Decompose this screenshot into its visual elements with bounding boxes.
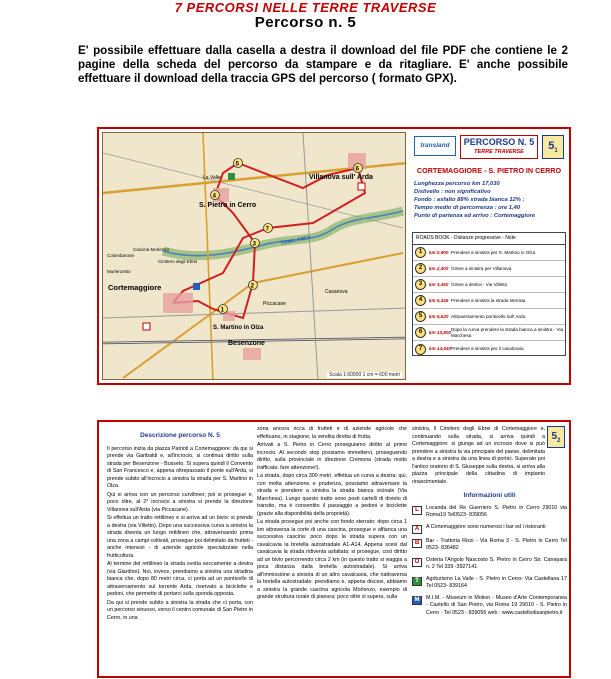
useful-info-text: Bar - Trattoria Rizzi - Via Roma 3 - S. Pietro in Cerro Tel 0523- 836482 (426, 537, 567, 551)
roadbook-row (413, 261, 565, 277)
restaurant-icon: L (412, 506, 422, 515)
description-paragraph: Al termine del rettilineo la strada svolta seccamente a destra (via Giardino). Noi, invece, prendiamo a sinistra una stradina bianca che, dopo 80 metri circa, ci porta ad un ponticello di attraversamento sul torrente Arda, riservato a biciclette e pedoni, che permette di portarci sulla sponda opposta. (107, 561, 253, 597)
roadbook-row (413, 293, 565, 309)
roadbook-note: Girare a destra - Via Villetto (451, 281, 508, 287)
map-label-morlenzetto: Morlenzetto (107, 269, 131, 274)
waypoint-marker-3 (251, 239, 260, 248)
route-box-title: PERCORSO N. 5 (463, 137, 535, 147)
page-subnumber: 2 (557, 438, 561, 444)
route-sheet-page-2[interactable] (97, 420, 571, 678)
bar-icon: B (412, 539, 422, 548)
stat-time: Tempo medio di percorrenza : ore 1,40 (414, 205, 521, 211)
description-paragraph: Il percorso inizia da piazza Patrioti a Cortemaggiore: da qui si prende via Garibaldi e, all'incrocio, si continua diritto sulla strada per Besenzone - Busseto. Si supera quindi il Convento di San Francesco e, appena oltrepassato il ponte sull'Arda, si prende subito all'incrocio a sinistra la strada per S. Martino in Olza. (107, 445, 253, 489)
stat-surface: Fondo : asfalto 88% strada bianca 12% ; (414, 197, 525, 203)
transland-logo: transland (414, 136, 456, 156)
roadbook-km: km 5,345 (429, 297, 449, 303)
map-label-cimitero: Cimitero degli Ebrei (158, 259, 198, 264)
description-paragraph: Si effettua un tratto rettilineo e si arriva ad un bivio: si prende a destra (via Villetto). Dopo una successiva curva a sinistra la strada diventa un lungo rettilineo che, attraversando prima una zona a campi coltivati, prosegue poi delimitato da frutteti - anche intensivi - di aziende agricole specializzate nella frutticoltura. (107, 515, 253, 559)
map-label-cascina-morlenzo: Cascina Morlenzo (133, 247, 170, 252)
museum-icon: M (412, 596, 422, 605)
waypoint-icon: 2 (415, 263, 426, 274)
svg-text:4: 4 (212, 193, 216, 200)
stat-elevation: Dislivello : non significativo (414, 189, 491, 195)
stat-start: Punto di partenza ed arrivo : Cortemaggiore (414, 213, 536, 219)
waypoint-marker-1 (219, 305, 228, 314)
roadbook-row (413, 277, 565, 293)
useful-info-item (412, 595, 567, 618)
route-box-subtitle: TERRE TRAVERSE (474, 149, 524, 155)
route-sheet-page-1[interactable] (97, 127, 571, 385)
cutlery-icon: A (412, 525, 422, 534)
useful-info-text: Agriturismo La Valle - S. Pietro in Cerro- Via Castellana 17 Tel 0523- 839164 (426, 575, 567, 589)
description-column-3 (412, 426, 567, 621)
svg-text:2: 2 (250, 283, 254, 290)
waypoint-marker-6 (354, 164, 363, 173)
map-label-la-valle: La Valle (203, 175, 221, 181)
map-label-colombarone: Colombarone (107, 253, 135, 258)
map-label-villanova: Villanova sull' Arda (309, 174, 373, 181)
waypoint-icon: 7 (415, 344, 426, 355)
roadbook-note: Prendere a sinistra per il cavalcavia (451, 346, 524, 352)
roadbook-km: km 3,450 (429, 281, 449, 287)
osteria-icon: O (412, 558, 422, 567)
page-title: Percorso n. 5 (254, 14, 357, 31)
page-number: 5 (551, 431, 558, 442)
series-heading: 7 PERCORSI NELLE TERRE TRAVERSE (174, 0, 437, 15)
waypoint-icon: 5 (415, 311, 426, 322)
page-number: 5 (548, 140, 555, 152)
waypoint-marker-7 (264, 224, 273, 233)
useful-info-item (412, 557, 567, 572)
useful-info-item (412, 538, 567, 553)
map-drawing (103, 133, 406, 380)
waypoint-marker-5 (234, 159, 243, 168)
useful-info-text: A Cortemaggiore sono numerosi i bar ed i ristoranti (426, 523, 546, 530)
svg-text:7: 7 (265, 226, 269, 233)
useful-info-item (412, 576, 567, 591)
route-endpoints: CORTEMAGGIORE - S. PIETRO IN CERRO (416, 166, 562, 175)
svg-text:1: 1 (220, 307, 224, 314)
map-label-besenzone: Besenzone (228, 340, 265, 347)
waypoint-icon: 4 (415, 295, 426, 306)
roadbook-note: Girare a sinistra per Villanova (451, 265, 512, 271)
useful-info-text: Osteria l'Angolo Nascosto S. Pietro in Cerro Str. Canepara n. 2 Tel 339 -3927141 (426, 556, 567, 570)
map-label-san-pietro: S. Pietro in Cerro (199, 202, 257, 209)
roadbook-note: Attraversamento ponticello sull' Arda (451, 313, 526, 319)
start-flag-icon (193, 283, 200, 290)
roadbook-row (413, 309, 565, 325)
roadbook-row (413, 245, 565, 261)
roadbook-note: Dopo la curva prendere la strada bianca a sinistra - Via Marchesa (451, 327, 564, 338)
intro-text: E' possibile effettuare dalla casella a destra il download del file PDF che contiene le 2 pagine della scheda del percorso da stampare e da ritagliare. E' anche possibile effettuare il download della traccia GPS del percorso ( formato GPX). (78, 44, 568, 85)
farmhouse-icon: T (412, 577, 422, 586)
description-column-1 (107, 426, 253, 623)
page-subnumber: 1 (554, 148, 558, 155)
roadbook-km: km 14,940 (429, 346, 451, 352)
useful-info-title: Informazioni utili (463, 492, 516, 499)
roadbook-table (412, 232, 566, 356)
bar-icon (143, 323, 150, 330)
roadbook-km: km 10,800 (429, 329, 451, 335)
description-paragraph: sinistra, il Cimitero degli Ebrei di Cortemaggiore e, continuando sulla strada, si arriva quindi a Cortemaggiore: si giunge ad un incrocio dove si può prendere a sinistra la via principale del paese, delimitata a destra e a sinistra da una linea di portici. Superato poi l'antico oratorio di S. Giuseppe sulla destra, si arriva alla piazza principale della cittadina di impianto rinascimentale. (412, 426, 545, 485)
description-paragraph: zona ancora ricca di frutteti e di aziende agricole che effettuano, in stagione, la vendita diretta di frutta. (257, 426, 407, 440)
useful-info-text: M.I.M. - Museum in Motion - Museo d'Arte Contemporanea - Castello di San Pietro, via Roma 19 29010 - S. Pietro in Cerro - Tel 0523 - 839056 web : www.castellodisanpietro.it (426, 594, 567, 616)
map-label-casanova: Casanova (325, 289, 348, 295)
svg-text:3: 3 (252, 241, 256, 248)
waypoint-icon: 1 (415, 247, 426, 258)
description-paragraph: Arrivati a S. Pietro in Cerro proseguiamo diritto al primo incrocio. Al secondo stop possiamo immettervi, proseguendo diritto, sulla provinciale in direzione Cremona (strada molto trafficata: fare attenzione!). (257, 442, 407, 471)
svg-text:5: 5 (235, 161, 239, 168)
useful-info-text: Locanda del Re Guerriero S. Pietro in Cerro 29010 via Roma19 Tel0523- 839056 (426, 504, 567, 518)
map-label-river: TORR. ARDA (280, 234, 312, 247)
waypoint-icon: 3 (415, 279, 426, 290)
description-column-2 (257, 426, 407, 603)
roadbook-note: Prendere a sinistra la strada sterrata (451, 297, 526, 303)
useful-info-item (412, 505, 567, 520)
description-title: Descrizione percorso N. 5 (140, 432, 220, 439)
roadbook-header: ROADS BOOK - Distanze progressive - Note (413, 233, 565, 245)
description-paragraph: Qui si arriva con un percorso curvilineo; poi si prosegue e, poco oltre, al 2° incrocio a sinistra si prende la direzione Villanova sull'Arda (via Piccacane). (107, 491, 253, 513)
map-label-san-martino: S. Martino in Olza (213, 325, 264, 331)
roadbook-km: km 0,900 (429, 249, 449, 255)
roadbook-row (413, 341, 565, 357)
map-scale: Scala 1:60000 1 cm = 600 metri (329, 372, 400, 378)
roadbook-note: Prendere a sinistra per S. Martino in Olza (451, 249, 536, 255)
map-label-cortemaggiore: Cortemaggiore (108, 283, 162, 292)
roadbook-km: km 5,520 (429, 313, 449, 319)
description-paragraph: La strada prosegue poi anche con fondo sterrato: dopo circa 1 km attraversa la corte di una cascina, prosegue e affianca una successiva cascina: poco dopo la strada supera con un cavalcavia la bretella autostradale A1-A14. Appena scesi dal cavalcavia la strada ridiventa asfaltata: si prosegue, così diritto ad un bivio percorrendo circa 2 km (in questo tratto si viaggia a poca distanza dalla bretella autostradale). Si arriva all'immissione a sinistra di un altro cavalcavia, che riattraversa la bretella autostradale: prendiamo e, appena discesi, abbiamo a sinistra la grande cascina agricola Morlenzo, esempio di grande struttura rurale di pianura; poco oltre si supera, sulla (257, 519, 407, 600)
route-info-panel (410, 132, 566, 382)
svg-text:6: 6 (355, 166, 359, 173)
route-map (102, 132, 406, 380)
map-label-piccacane: Piccacane (263, 301, 287, 307)
page-number-box-1[interactable] (542, 135, 564, 159)
waypoint-marker-2 (249, 281, 258, 290)
route-title-box (460, 135, 538, 159)
useful-info-item (412, 524, 567, 534)
roadbook-row (413, 325, 565, 341)
waypoint-marker-4 (211, 191, 220, 200)
waypoint-icon: 6 (415, 327, 426, 338)
stat-length: Lunghezza percorso km 17,030 (414, 181, 500, 187)
description-paragraph: Da qui si prende subito a sinistra la strada che ci porta, con un percorso sinuoso, verso il centro comunale di San Pietro in Cerro, in una (107, 599, 253, 621)
restaurant-icon (358, 183, 365, 190)
farmhouse-icon (228, 173, 235, 180)
route-stats (414, 180, 566, 220)
description-paragraph: La strada, dopo circa 300 metri, effettua un curva a destra: qui, con molta attenzione e prudenza, possiamo attraversare la strada e prendere a sinistra la strada bianca vicinale (Via Marchesa). Lungo questo tratto sono posti cartelli di divieto di transito, ma è consentito il passaggio a pedoni e biciclette (grazie alla disponibilità della proprietà). (257, 473, 407, 517)
roadbook-km: km 2,400 (429, 265, 449, 271)
